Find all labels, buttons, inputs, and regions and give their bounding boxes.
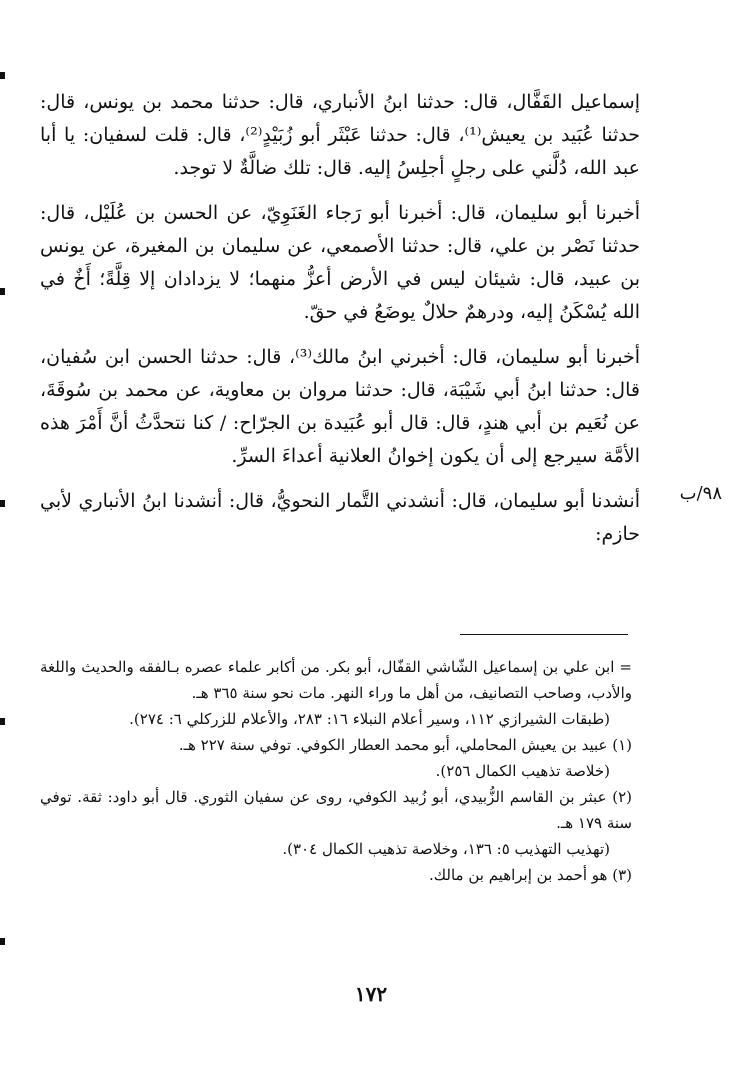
footnote-reference: (تهذيب التهذيب ٥: ١٣٦، وخلاصة تذهيب الكمال ٣٠٤).: [282, 840, 610, 858]
footnote: (٣) هو أحمد بن إبراهيم بن مالك.: [428, 866, 632, 884]
footnote-reference: (خلاصة تذهيب الكمال ٢٥٦).: [435, 762, 610, 780]
scan-edge-mark: [0, 938, 5, 945]
paragraph: أنشدنا أبو سليمان، قال: أنشدني التَّمار النحويُّ، قال: أنشدنا ابنُ الأنباري لأبي حازم:: [40, 490, 640, 545]
footnote-reference: (طبقات الشيرازي ١١٢، وسير أعلام النبلاء ١٦: ٢٨٣، والأعلام للزركلي ٦: ٢٧٤).: [129, 710, 610, 728]
scan-edge-mark: [0, 500, 5, 507]
footnote-separator: [460, 634, 628, 635]
footnote: (٢) عبثر بن القاسم الزُّبيدي، أبو زُبيد الكوفي، روى عن سفيان الثوري. قال أبو داود: ثقة. توفي سنة ١٧٩ هـ.: [40, 788, 632, 832]
footnotes: [40, 654, 632, 888]
main-text: [40, 86, 640, 551]
scan-edge-mark: [0, 288, 5, 295]
paragraph: إسماعيل القَفَّال، قال: حدثنا ابنُ الأنباري، قال: حدثنا محمد بن يونس، قال: حدثنا عُبَيد بن يعيش⁽¹⁾، قال: حدثنا عَبْثَر أبو زُبَيْدٍ⁽²⁾، قال: قلت لسفيان: يا أبا عبد الله، دُلَّني على رجلٍ أجلِسُ إليه. قال: تلك ضالَّةٌ لا توجد.: [40, 91, 640, 179]
folio-margin-note: ٩٨/ب: [679, 483, 722, 504]
page-number: ١٧٢: [354, 982, 388, 1006]
paragraph: أخبرنا أبو سليمان، قال: أخبرنا أبو رَجاء الغَنَوِيّ، عن الحسن بن عُلَيْل، قال: حدثنا نَصْر بن علي، قال: حدثنا الأصمعي، عن سليمان بن المغيرة، عن يونس بن عبيد، قال: شيئان ليس في الأرض أعزُّ منهما؛ لا يزدادان إلا قِلَّةً؛ أَخٌ في الله يُسْكَنُ إليه، ودرهمٌ حلالٌ يوضَعُ في حقّ.: [40, 202, 640, 323]
footnote: (١) عبيد بن يعيش المحاملي، أبو محمد العطار الكوفي. توفي سنة ٢٢٧ هـ.: [178, 736, 632, 754]
paragraph: أخبرنا أبو سليمان، قال: أخبرني ابنُ مالك⁽³⁾، قال: حدثنا الحسن ابن سُفيان، قال: حدثنا ابنُ أبي شَيْبَة، قال: حدثنا مروان بن معاوية، عن محمد بن سُوقَةَ، عن نُعَيم بن أبي هندٍ، قال: قال أبو عُبَيدة بن الجرّاح: / كنا نتحدَّثُ أنَّ أَمْرَ هذه الأمَّة سيرجع إلى أن يكون إخوانُ العلانية أعداءَ السرِّ.: [40, 346, 640, 467]
scan-edge-mark: [0, 718, 5, 725]
scan-edge-mark: [0, 72, 5, 79]
footnote: = ابن علي بن إسماعيل الشّاشي القفّال، أبو بكر. من أكابر علماء عصره بـالفقه والحديث واللغة والأدب، وصاحب التصانيف، من أهل ما وراء النهر. مات نحو سنة ٣٦٥ هـ.: [40, 658, 632, 702]
